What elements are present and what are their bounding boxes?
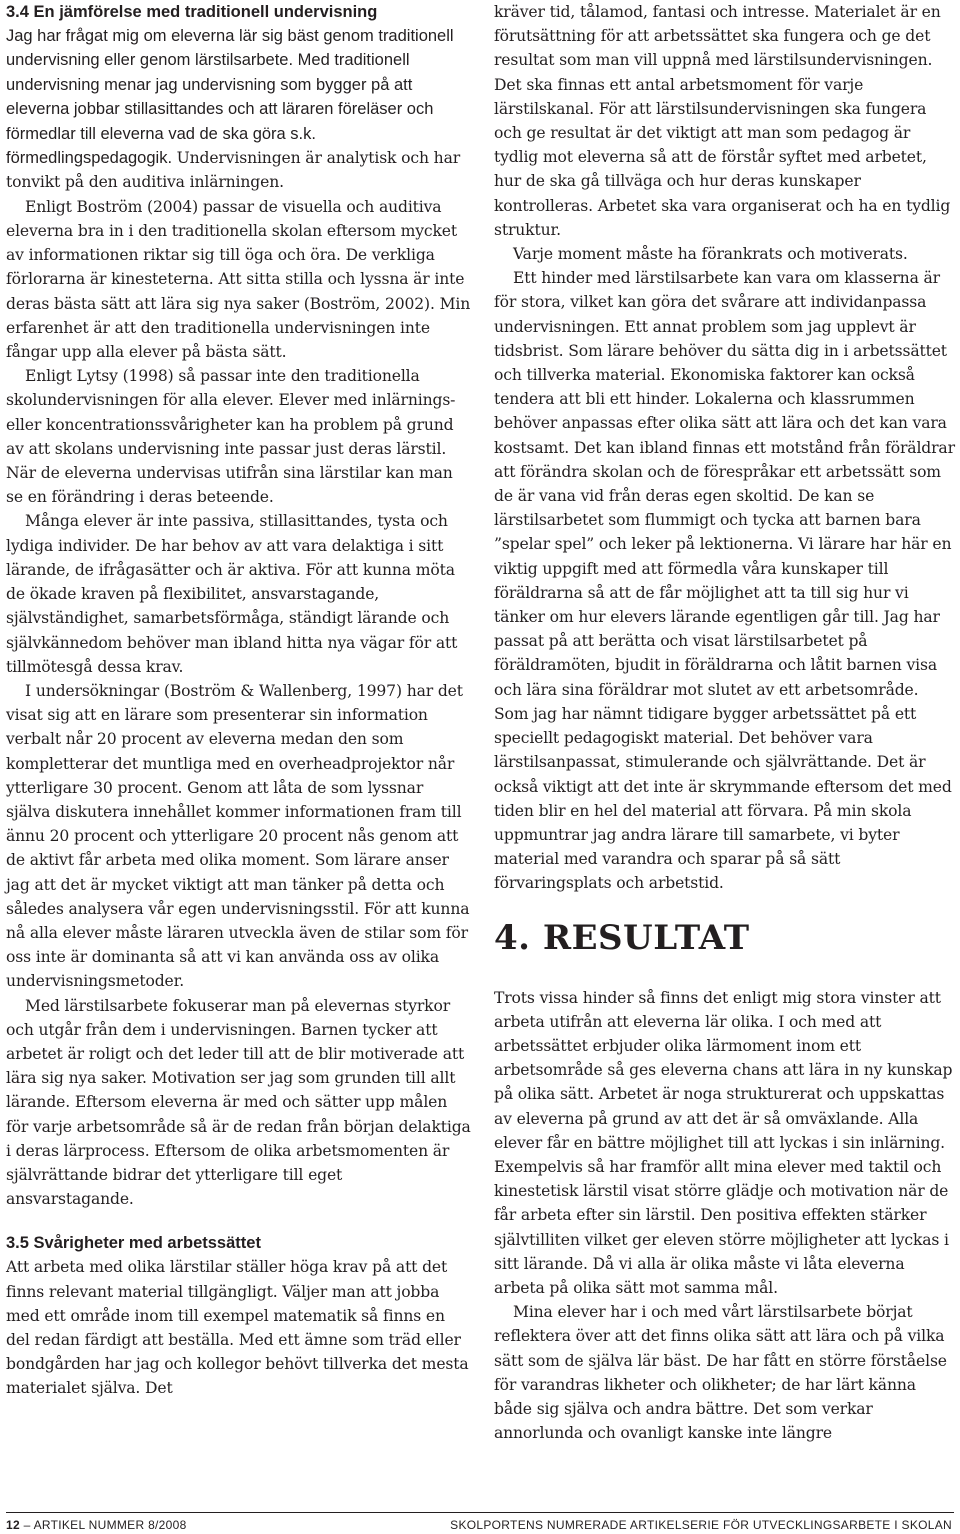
paragraph: Med lärstilsarbete fokuserar man på elevernas styrkor och utgår från dem i undervisningen. Barnen tycker att arbetet är roligt och det leder till att de blir motiverade att lära sig nya saker. Motivation ser jag som grunden till allt lärande. Eftersom eleverna är med och sätter upp målen för varje arbetsområde så är de redan från början delaktiga i deras lärprocess. Eftersom de olika arbetsmomenten är självrättande bidrar det ytterligare till eget ansvarstagande. xyxy=(6,996,471,1209)
paragraph: Enligt Boström (2004) passar de visuella och auditiva eleverna bra in i den traditionella skolan eftersom mycket av informationen riktar sig till öga och öra. De verkliga förlorarna är kinesteterna. Att sitta stilla och lyssna är inte deras bästa sätt att lära sig nya saker (Boström, 2002). Min erfarenhet är att den traditionella undervisningen inte fångar upp alla elever på bästa sätt. xyxy=(6,197,471,362)
paragraph: Trots vissa hinder så finns det enligt mig stora vinster att arbeta utifrån att eleverna lär olika. I och med att arbetssättet erbjuder olika lärmoment inom ett arbetsområde så ges eleverna chans att lära in ny kunskap på olika sätt. Arbetet är noga strukturerat och uppskattas av eleverna på grund av att det är så omväxlande. Alla elever får en bättre möjlighet till att lyckas i sin inlärning. Exempelvis så har framför allt mina elever med taktil och kinestetisk lärstil visat större glädje och motivation när de får arbeta efter sin lärstil. Den positiva effekten stärker självtilliten vilket ger eleven större möjligheter att lyckas i sitt lärande. Då vi alla är olika måste vi låta eleverna arbeta på olika sätt mot samma mål. xyxy=(494,988,953,1297)
paragraph: Mina elever har i och med vårt lärstilsarbete börjat reflektera över att det finns olika sätt att lära och på vilka sätt som de själva lär bäst. De har fått en större förståelse för varandras likheter och olikheter; de har lärt känna både sig själva och andra bättre. Det som verkar annorlunda och ovanligt kanske inte längre xyxy=(494,1303,947,1443)
paragraph: Enligt Lytsy (1998) så passar inte den traditionella skolundervisningen för alla elever. Elever med inlärnings- eller koncentrationssvårigheter kan ha problem på grund av att skolans undervisning inte passar just deras lärstil. När de eleverna undervisas utifrån sina lärstilar kan man se en förändring i deras beteende. xyxy=(6,367,456,507)
section-heading-3-4: 3.4 En jämförelse med traditionell undervisning xyxy=(6,3,378,21)
paragraph: Att arbeta med olika lärstilar ställer höga krav på att det finns relevant material tillgängligt. Väljer man att jobba med ett område inom till exempel matematik så finns en del redan färdigt att beställa. Med ett ämne som träd eller bondgården har jag och kollegor behövt tillverka det mesta materialet själva. Det xyxy=(6,1258,469,1398)
paragraph: Många elever är inte passiva, stillasittandes, tysta och lydiga individer. De har behov av att vara delaktiga i sitt lärande, de ifrågasätter och är aktiva. För att kunna möta de ökade kraven på flexibilitet, ansvarstagande, självständighet, samarbetsförmåga, ständigt lärande och självkännedom behöver man ibland hitta nya vägar för att tillmötesgå dessa krav. xyxy=(6,512,458,676)
intro-serif-text: Undervisningen är analytisk och har tonvikt på den auditiva inlärningen. xyxy=(6,149,461,192)
left-column xyxy=(6,0,472,1401)
page-number: 12 xyxy=(6,1518,20,1532)
paragraph: Varje moment måste ha förankrats och motiverats. xyxy=(513,245,908,264)
footer-series-title: SKOLPORTENS NUMRERADE ARTIKELSERIE FÖR UTVECKLINGSARBETE I SKOLAN xyxy=(450,1518,952,1532)
footer-left xyxy=(6,1518,187,1532)
paragraph: Ett hinder med lärstilsarbete kan vara om klasserna är för stora, vilket kan göra det svårare att individanpassa undervisningen. Ett annat problem som jag upplevt är tidsbrist. Som lärare behöver du sätta dig in i arbetssättet och tillverka material. Ekonomiska faktorer kan också tendera att bli ett hinder. Lokalerna och klassrummen behöver anpassas efter olika sätt att lära och det kan vara kostsamt. Det kan ibland finnas ett motstånd från föräldrar att förändra skolan och de förespråkar ett arbetssätt som de är vana vid från deras egen skoltid. De kan se lärstilsarbetet som flummigt och tycka att barnen bara ”spelar spel” och leker på lektionerna. Vi lärare har här en viktig uppgift med att förmedla våra kunskaper till föräldrarna så att de får möjlighet att ta till sig hur vi tänker om hur elevers lärande egentligen går till. Jag har passat på att berätta och visat lärstilsarbetet på föräldramöten, bjudit in föräldrarna och låtit barnen visa och lära sina föräldrar mot slutet av ett arbetsområde. Som jag har nämnt tidigare bygger arbetssättet på ett speciellt pedagogiskt material. Det behöver vara lärstilsanpassat, stimulerande och självrättande. Det är också viktigt att det inte är skrymmande eftersom det med tiden blir en hel del material att förvara. På min skola uppmuntrar jag andra lärare till samarbete, vi byter material med varandra och sparar på så sätt förvaringsplats och arbetstid. xyxy=(494,269,955,893)
page-footer xyxy=(6,1518,952,1532)
section-heading-3-5: 3.5 Svårigheter med arbetssättet xyxy=(6,1234,261,1253)
paragraph xyxy=(6,24,472,195)
section-heading-4: 4. RESULTAT xyxy=(494,917,750,958)
footer-dash: – xyxy=(23,1518,31,1532)
footer-article-number: ARTIKEL NUMMER 8/2008 xyxy=(33,1518,187,1532)
paragraph: kräver tid, tålamod, fantasi och intresse. Materialet är en förutsättning för att arbetssättet ska fungera och ge det resultat som man vill uppnå med lärstilsundervisningen. Det ska finnas ett antal arbetsmoment för varje lärstilskanal. För att lärstilsundervisningen ska fungera och ge resultat är det viktigt att man som pedagog är tydlig mot eleverna så att de förstår syftet med arbetet, hur de ska gå tillväga och hur deras kunskaper kontrolleras. Arbetet ska vara organiserat och ha en tydlig struktur. xyxy=(494,3,951,239)
paragraph: I undersökningar (Boström & Wallenberg, 1997) har det visat sig att en lärare som presenterar sin information verbalt når 20 procent av eleverna medan den som kompletterar det muntliga med en overheadprojektor når ytterligare 30 procent. Genom att låta de som lyssnar själva diskutera innehållet kommer informationen fram till ännu 20 procent och ytterligare 20 procent nås genom att de aktivt får arbeta med olika moment. Som lärare anser jag att det är mycket viktigt att man tänker på detta och således analysera vår egen undervisningsstil. För att kunna nå alla elever måste läraren utveckla även de stilar som för oss inte är dominanta så att vi kan använda oss av olika undervisningsmetoder. xyxy=(6,681,470,991)
footer-divider xyxy=(6,1512,954,1513)
right-column xyxy=(494,0,956,1445)
intro-sans-text: Jag har frågat mig om eleverna lär sig bäst genom traditionell undervisning eller genom lärstilsarbete. Med traditionell undervisning menar jag undervisning som bygger på att eleverna jobbar stillasittandes och att läraren föreläser och förmedlar till eleverna vad de ska göra s.k. förmedlingspedagogik. xyxy=(6,27,454,168)
